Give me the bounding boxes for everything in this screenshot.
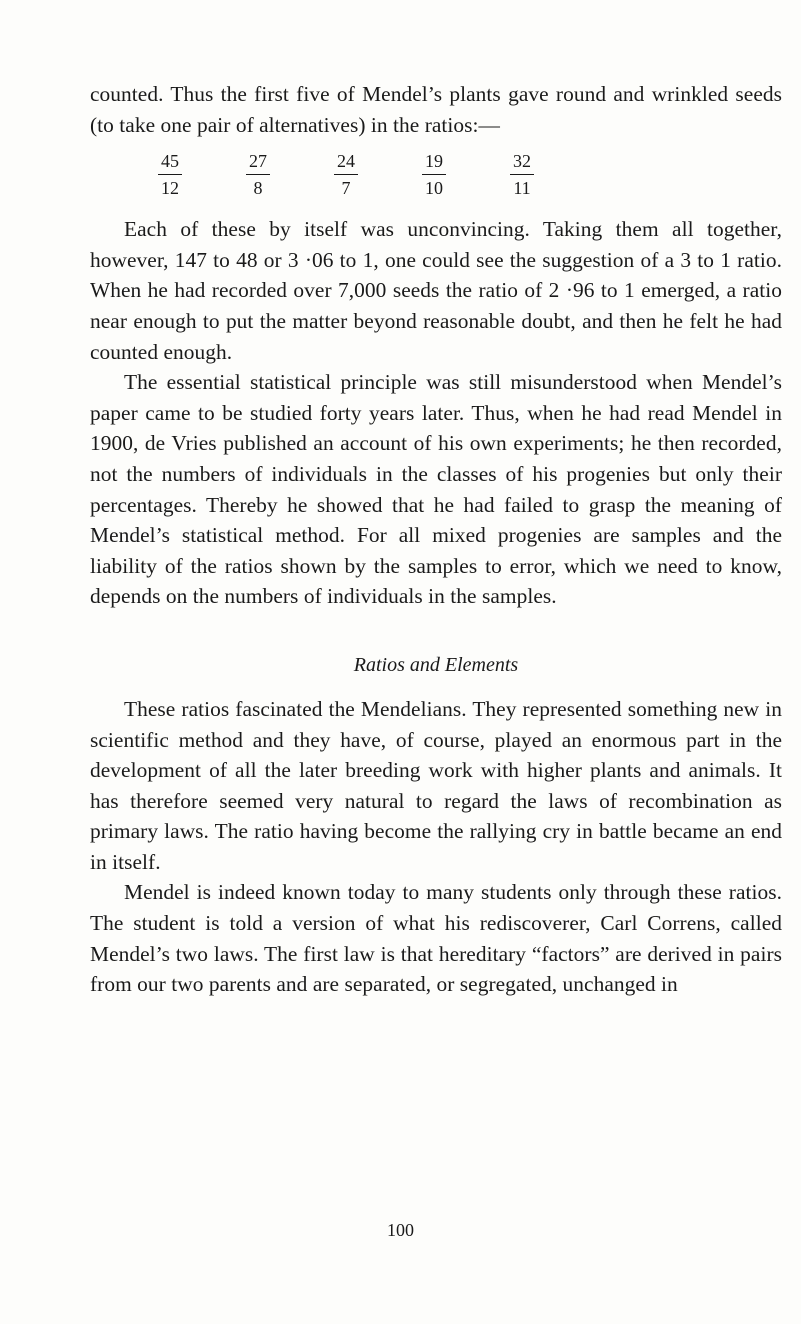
ratio-item <box>238 150 278 204</box>
page-body <box>90 79 782 1000</box>
paragraph-5: Mendel is indeed known today to many students only through these ratios. The student is told a version of what his rediscoverer, Carl Correns, called Mendel’s two laws. The first law is that hereditary “factors” are derived in pairs from our two parents and are separated, or segregated, unchanged in <box>90 880 782 997</box>
paragraph-3: The essential statistical principle was still misunderstood when Mendel’s paper came to be studied forty years later. Thus, when he had read Mendel in 1900, de Vries published an account of his own experiments; he then recorded, not the numbers of individuals in the classes of his progenies but only their percentages. Thereby he showed that he had failed to grasp the meaning of Mendel’s statistical method. For all mixed progenies are samples and the liability of the ratios shown by the samples to error, which we need to know, depends on the numbers of individuals in the samples. <box>90 370 782 609</box>
ratio-item <box>326 150 366 204</box>
ratio-denominator: 8 <box>253 178 263 199</box>
ratio-item <box>502 150 542 204</box>
section-heading: Ratios and Elements <box>353 653 519 676</box>
ratio-numerator: 27 <box>246 150 270 175</box>
ratio-denominator: 10 <box>425 178 443 199</box>
paragraph-4: These ratios fascinated the Mendelians. They represented something new in scientific method and they have, of course, played an enormous part in the development of all the later breeding work with higher plants and animals. It has therefore seemed very natural to regard the laws of recombination as primary laws. The ratio having become the rallying cry in battle became an end in itself. <box>90 696 782 874</box>
ratio-denominator: 11 <box>513 178 531 199</box>
ratio-item <box>414 150 454 204</box>
ratio-item <box>150 150 190 204</box>
ratio-denominator: 12 <box>161 178 179 199</box>
page-number: 100 <box>387 1220 414 1240</box>
ratio-numerator: 32 <box>510 150 534 175</box>
ratio-denominator: 7 <box>341 178 351 199</box>
paragraph-2: Each of these by itself was unconvincing. Taking them all together, however, 147 to 48 or 3 ·06 to 1, one could see the suggestion of a 3 to 1 ratio. When he had recorded over 7,000 seeds the ratio of 2 ·96 to 1 emerged, a ratio near enough to put the matter beyond reasonable doubt, and then he felt he had counted enough. <box>90 217 782 364</box>
ratio-numerator: 19 <box>422 150 446 175</box>
ratio-numerator: 45 <box>158 150 182 175</box>
paragraph-1: counted. Thus the first five of Mendel’s plants gave round and wrinkled seeds (to take one pair of alternatives) in the ratios:— <box>90 82 782 137</box>
ratio-numerator: 24 <box>334 150 358 175</box>
ratio-list <box>90 150 782 204</box>
